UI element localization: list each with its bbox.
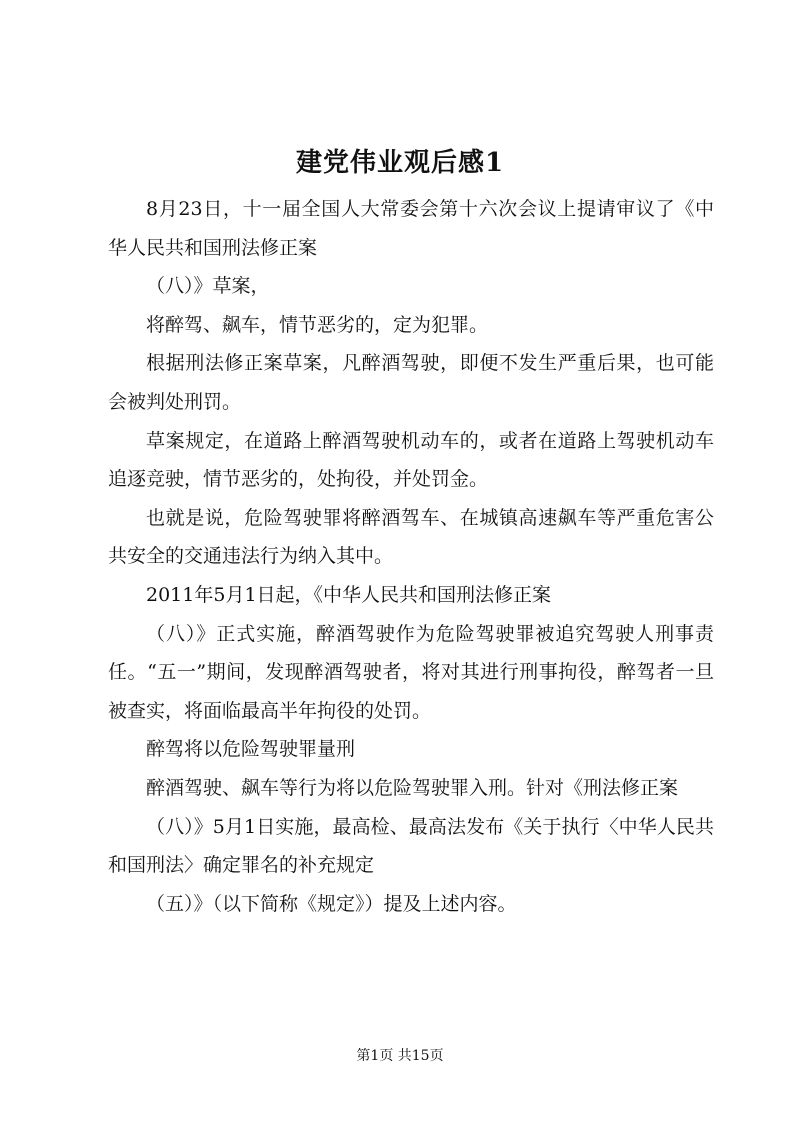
paragraph: 醉驾将以危险驾驶罪量刑 — [146, 738, 356, 761]
paragraph: （五）》（以下简称《规定》）提及上述内容。 — [146, 892, 517, 915]
paragraph: （八）》正式实施，醉酒驾驶作为危险驾驶罪被追究驾驶人刑事责任。“五一”期间，发现醉酒驾驶者，将对其进行刑事拘役，醉驾者一旦被查实，将面临最高半年拘役的处罚。 — [108, 622, 714, 722]
paragraph: 8月23日，十一届全国人大常委会第十六次会议上提请审议了《中华人民共和国刑法修正案 — [108, 198, 714, 259]
paragraph: 将醉驾、飙车，情节恶劣的，定为犯罪。 — [146, 313, 489, 336]
document-body — [108, 190, 714, 923]
paragraph: 也就是说，危险驾驶罪将醉酒驾车、在城镇高速飙车等严重危害公共安全的交通违法行为纳入其中。 — [108, 506, 714, 568]
paragraph: 草案规定，在道路上醉酒驾驶机动车的，或者在道路上驾驶机动车追逐竞驶，情节恶劣的，处拘役，并处罚金。 — [108, 429, 714, 491]
page-footer: 第1页 共15页 — [356, 1048, 444, 1064]
paragraph: 醉酒驾驶、飙车等行为将以危险驾驶罪入刑。针对《刑法修正案 — [146, 776, 679, 799]
paragraph: （八）》5月1日实施，最高检、最高法发布《关于执行〈中华人民共和国刑法〉确定罪名的补充规定 — [108, 815, 714, 877]
paragraph: 2011年5月1日起，《中华人民共和国刑法修正案 — [146, 583, 552, 606]
page-title: 建党伟业观后感1 — [295, 148, 505, 178]
paragraph: 根据刑法修正案草案，凡醉酒驾驶，即便不发生严重后果，也可能会被判处刑罚。 — [108, 352, 714, 413]
paragraph: （八）》草案， — [146, 275, 270, 298]
